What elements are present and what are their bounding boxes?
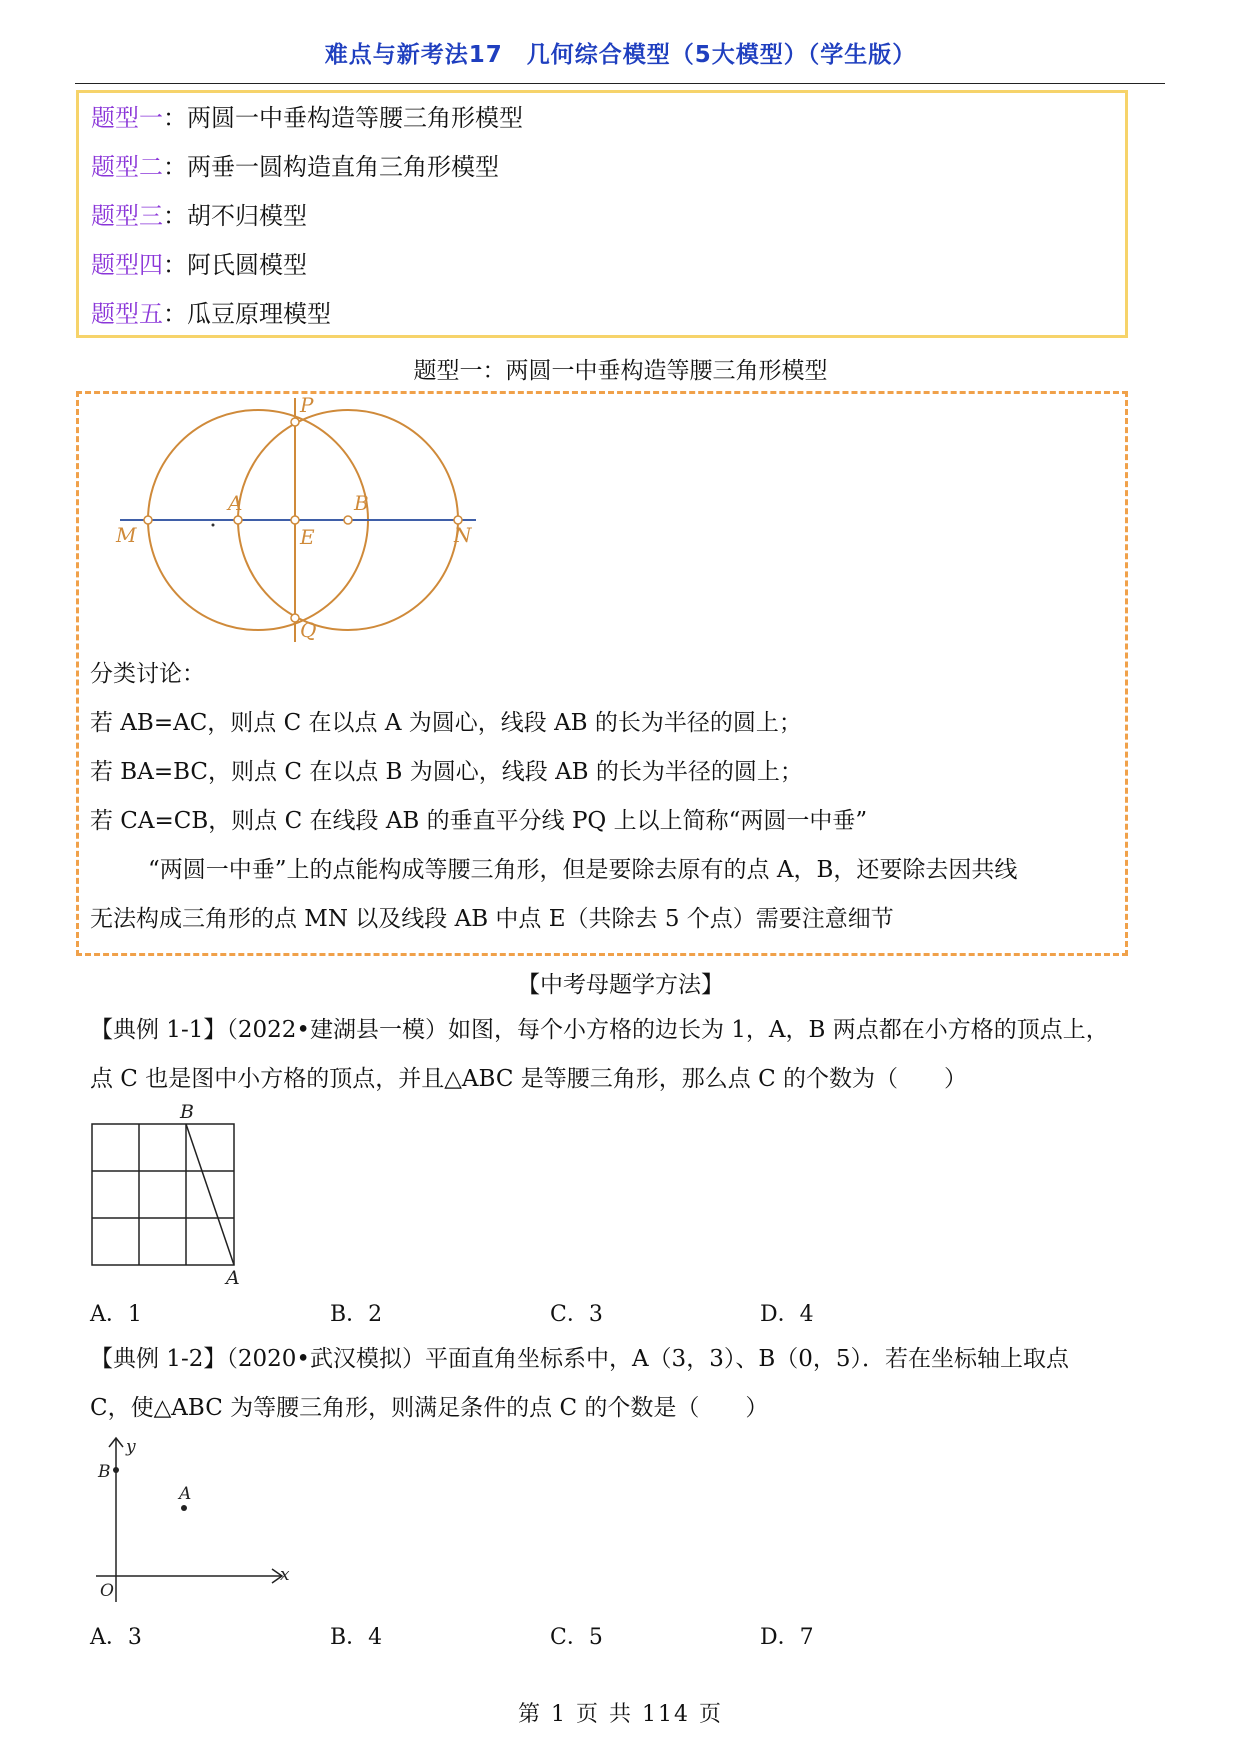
point-b-label: B xyxy=(98,1462,111,1482)
label-n: N xyxy=(454,523,472,547)
example-1-1-line-2: 点 C 也是图中小方格的顶点，并且△ABC 是等腰三角形，那么点 C 的个数为（ ） xyxy=(90,1066,967,1092)
segment-ab xyxy=(186,1124,234,1265)
grid-label-b: B xyxy=(180,1101,194,1123)
toc-text: ：阿氏圆模型 xyxy=(163,251,307,279)
label-p: P xyxy=(300,393,314,417)
example-1-2-line-2: C，使△ABC 为等腰三角形，则满足条件的点 C 的个数是（ ） xyxy=(90,1395,769,1421)
toc-item-5 xyxy=(91,299,331,329)
page-title: 难点与新考法17 几何综合模型（5大模型）（学生版） xyxy=(324,42,917,68)
example-1-2-option-a: A．3 xyxy=(90,1625,142,1650)
toc-tag: 题型三 xyxy=(91,202,163,230)
example-1-1-option-b: B．2 xyxy=(330,1302,383,1327)
point-p xyxy=(291,418,299,426)
label-b: B xyxy=(354,491,369,515)
coordinate-figure xyxy=(82,1430,302,1610)
grid-outline xyxy=(92,1124,234,1265)
toc-item-1 xyxy=(91,103,523,133)
toc-text: ：两垂一圆构造直角三角形模型 xyxy=(163,153,499,181)
toc-tag: 题型二 xyxy=(91,153,163,181)
toc-text: ：两圆一中垂构造等腰三角形模型 xyxy=(163,104,523,132)
toc-item-3 xyxy=(91,201,307,231)
discussion-line-5: 无法构成三角形的点 MN 以及线段 AB 中点 E（共除去 5 个点）需要注意细节 xyxy=(90,906,894,932)
label-e: E xyxy=(300,525,315,549)
toc-tag: 题型四 xyxy=(91,251,163,279)
point-m xyxy=(144,516,152,524)
toc-text: ：瓜豆原理模型 xyxy=(163,300,331,328)
point-q xyxy=(291,614,299,622)
point-a-label: A xyxy=(179,1484,192,1504)
discussion-line-2: 若 BA=BC，则点 C 在以点 B 为圆心，线段 AB 的长为半径的圆上； xyxy=(90,759,803,785)
toc-tag: 题型五 xyxy=(91,300,163,328)
x-axis-label: x xyxy=(280,1565,290,1585)
origin-label: O xyxy=(100,1581,114,1601)
example-1-1-line-1: 【典例 1-1】（2022•建湖县一模）如图，每个小方格的边长为 1，A，B 两点都在小方格的顶点上， xyxy=(90,1017,1109,1043)
header-divider xyxy=(75,83,1165,84)
example-1-2-line-1: 【典例 1-2】（2020•武汉模拟）平面直角坐标系中，A（3，3）、B（0，5）．若在坐标轴上取点 xyxy=(90,1346,1069,1372)
two-circles-figure xyxy=(110,392,500,654)
label-a: A xyxy=(228,491,243,515)
point-a xyxy=(234,516,242,524)
discussion-line-1: 若 AB=AC，则点 C 在以点 A 为圆心，线段 AB 的长为半径的圆上； xyxy=(90,710,802,736)
example-1-2-option-b: B．4 xyxy=(330,1625,383,1650)
discussion-line-4: “两圆一中垂”上的点能构成等腰三角形，但是要除去原有的点 A，B，还要除去因共线 xyxy=(148,857,1018,883)
label-q: Q xyxy=(300,618,317,642)
toc-box xyxy=(76,90,1128,338)
example-1-2-option-c: C．5 xyxy=(550,1625,603,1650)
toc-item-4 xyxy=(91,250,307,280)
toc-text: ：胡不归模型 xyxy=(163,202,307,230)
example-1-1-option-a: A．1 xyxy=(90,1302,142,1327)
point-b xyxy=(344,516,352,524)
grid-label-a: A xyxy=(226,1267,240,1289)
section-title: 题型一：两圆一中垂构造等腰三角形模型 xyxy=(413,358,828,384)
example-1-1-option-d: D．4 xyxy=(760,1302,814,1327)
grid-figure xyxy=(80,1098,260,1290)
point-a xyxy=(181,1505,187,1511)
discussion-line-3: 若 CA=CB，则点 C 在线段 AB 的垂直平分线 PQ 上以上简称“两圆一中垂” xyxy=(90,808,868,834)
discussion-title: 分类讨论： xyxy=(90,661,205,687)
point-b xyxy=(113,1467,119,1473)
example-1-2-option-d: D．7 xyxy=(760,1625,814,1650)
toc-item-2 xyxy=(91,152,499,182)
label-m: M xyxy=(116,523,137,547)
y-axis-label: y xyxy=(126,1437,136,1457)
stray-dot xyxy=(212,524,215,527)
method-heading: 【中考母题学方法】 xyxy=(517,972,724,998)
point-e xyxy=(291,516,299,524)
toc-tag: 题型一 xyxy=(91,104,163,132)
page-number: 第 1 页 共 114 页 xyxy=(518,1702,723,1727)
example-1-1-option-c: C．3 xyxy=(550,1302,603,1327)
